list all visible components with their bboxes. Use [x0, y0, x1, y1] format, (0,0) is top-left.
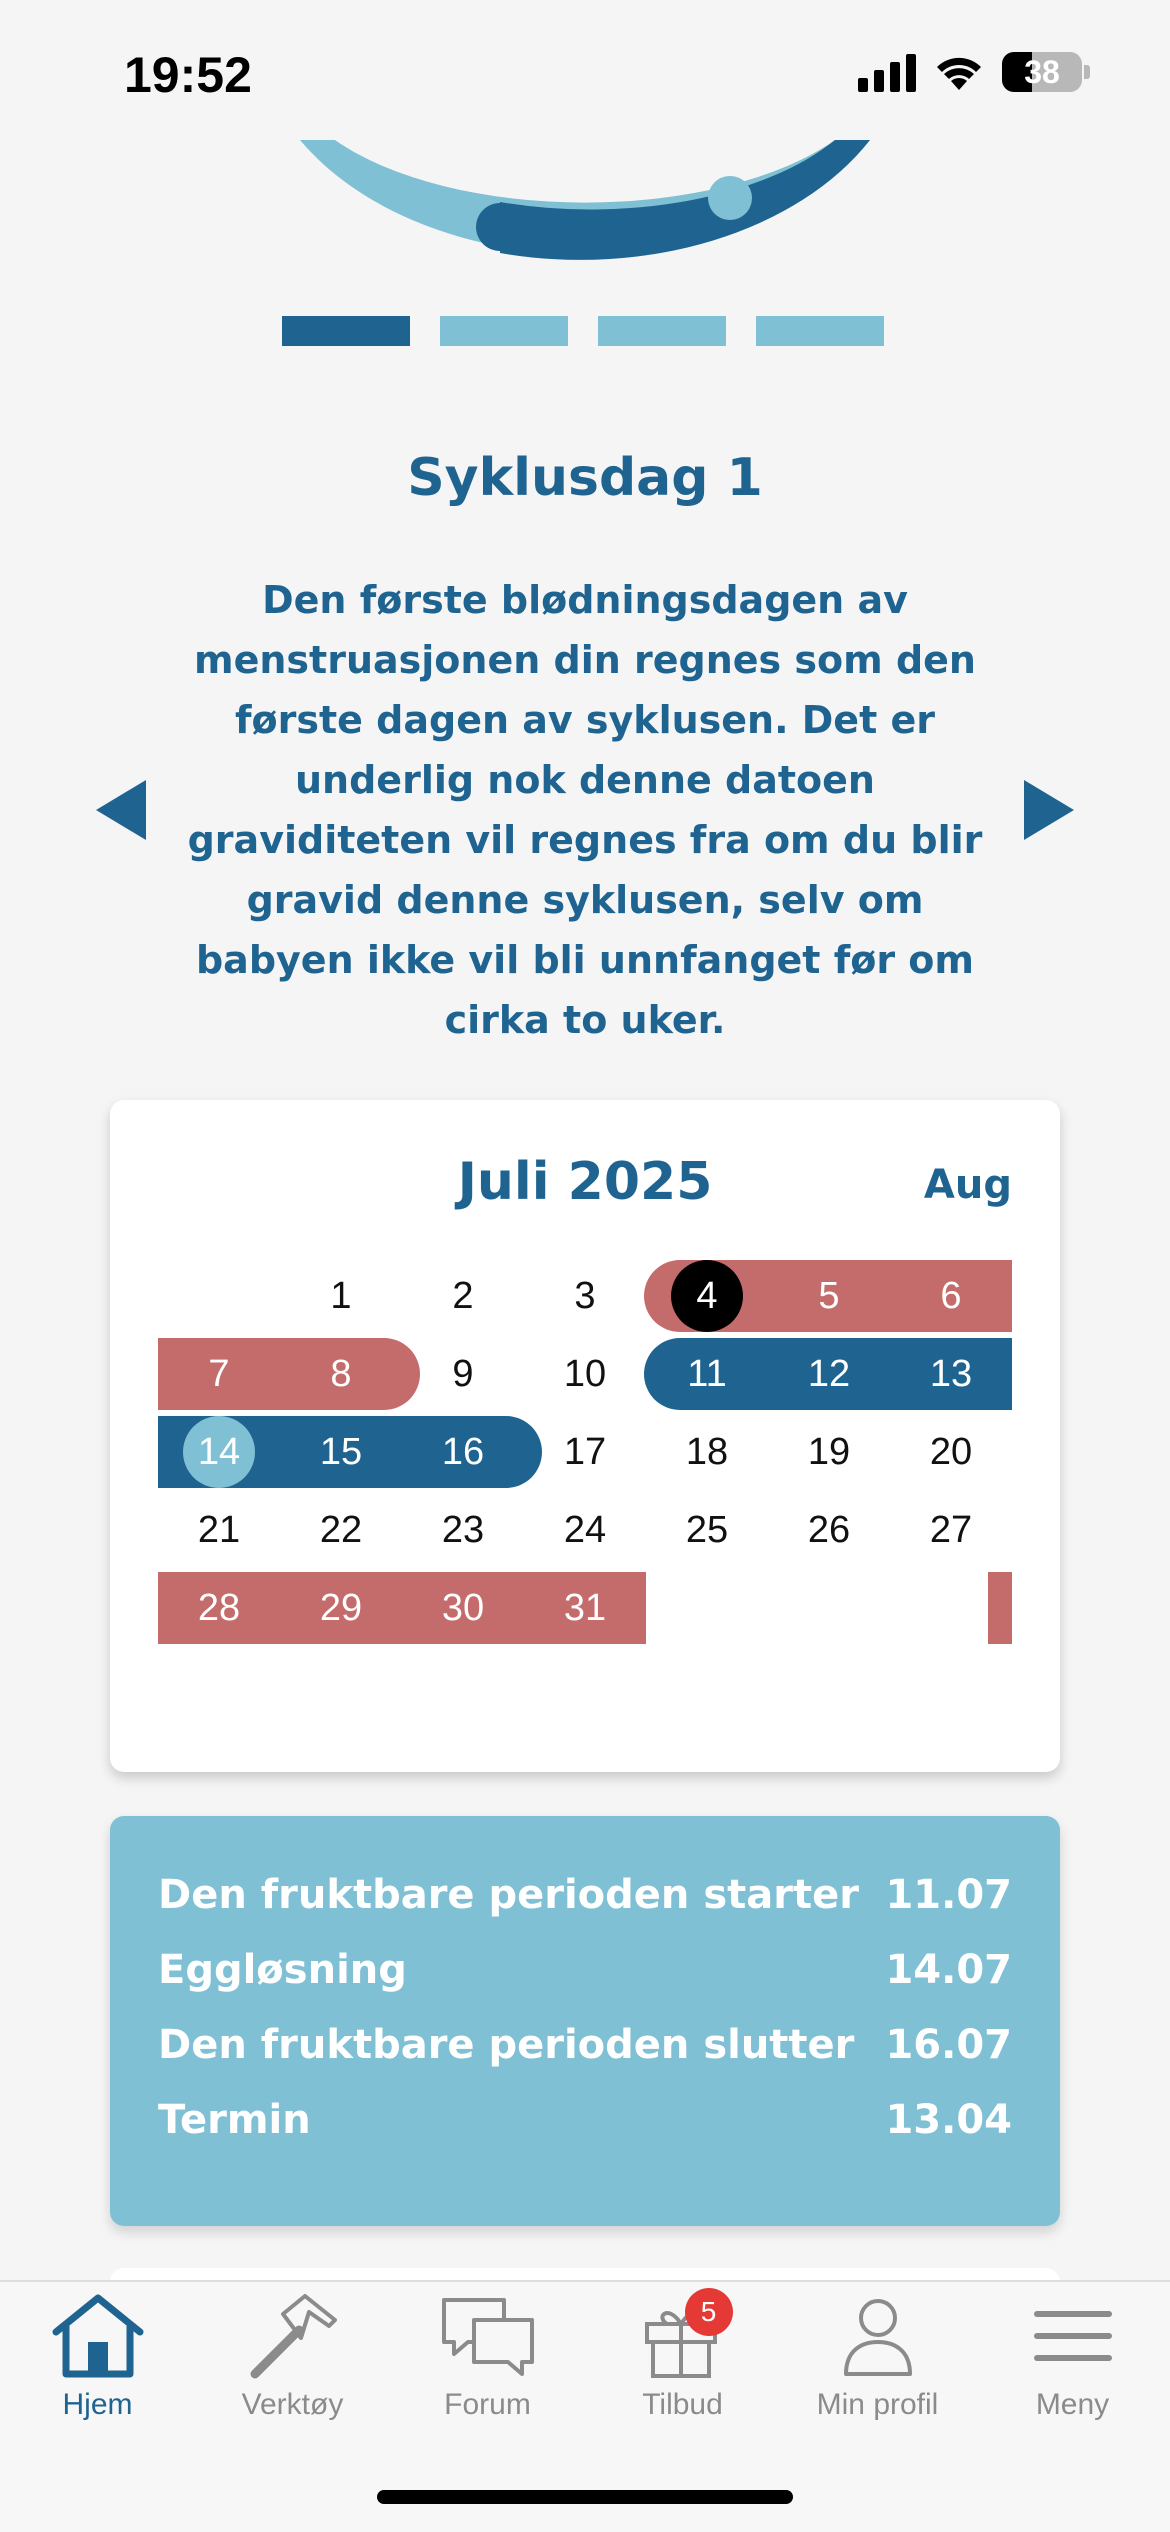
calendar-grid — [158, 1258, 1012, 1648]
tab-profile[interactable] — [780, 2290, 975, 2422]
calendar-day[interactable]: 11 — [687, 1353, 727, 1395]
calendar-day[interactable]: 22 — [319, 1509, 363, 1551]
pager-segment[interactable] — [756, 316, 884, 346]
calendar-day[interactable]: 9 — [452, 1353, 474, 1395]
info-label: Den fruktbare perioden slutter — [158, 2022, 855, 2068]
info-row-ovulation — [158, 1947, 1012, 1993]
tab-label: Min profil — [816, 2388, 939, 2421]
tab-label: Hjem — [62, 2388, 133, 2421]
slide-description: Den første blødningsdagen av menstruasjonen din regnes som den første dagen av syklusen. Det er underlig nok denne datoen graviditeten vil regnes fra om du blir gravid denne syklusen, selv om babyen ikke vil bli unnfanget før om cirka to uker. — [187, 578, 983, 1042]
calendar-day[interactable]: 13 — [929, 1353, 973, 1395]
calendar-day[interactable]: 1 — [330, 1275, 352, 1317]
calendar-day[interactable]: 8 — [330, 1353, 352, 1395]
menu-icon — [1023, 2290, 1123, 2380]
calendar-day-today[interactable] — [646, 1260, 768, 1332]
calendar-day[interactable]: 23 — [441, 1509, 485, 1551]
person-icon — [828, 2290, 928, 2380]
pager-segment[interactable] — [440, 316, 568, 346]
cycle-wheel — [0, 140, 1170, 270]
period-band — [988, 1572, 1012, 1644]
calendar-week — [158, 1492, 1012, 1570]
calendar-card — [110, 1100, 1060, 1772]
tab-label: Verktøy — [241, 2388, 344, 2421]
next-slide-arrow-icon[interactable] — [1024, 780, 1074, 840]
tab-label: Meny — [1035, 2388, 1110, 2421]
tab-home[interactable] — [0, 2290, 195, 2422]
calendar-day[interactable]: 12 — [807, 1353, 851, 1395]
calendar-day[interactable]: 27 — [929, 1509, 973, 1551]
calendar-week — [158, 1414, 1012, 1492]
slide-title: Syklusdag 1 — [407, 448, 763, 508]
wifi-icon — [934, 52, 984, 92]
gift-icon — [633, 2290, 733, 2380]
info-value: 14.07 — [885, 1947, 1012, 1993]
calendar-day — [158, 1260, 280, 1332]
today-marker: 4 — [671, 1260, 743, 1332]
home-indicator[interactable] — [377, 2490, 793, 2504]
calendar-day[interactable]: 25 — [685, 1509, 729, 1551]
calendar-day[interactable]: 31 — [563, 1587, 607, 1629]
calendar-day[interactable]: 6 — [940, 1275, 962, 1317]
pager-segment[interactable] — [598, 316, 726, 346]
tab-forum[interactable] — [390, 2290, 585, 2422]
home-icon — [48, 2290, 148, 2380]
calendar-day[interactable]: 2 — [452, 1275, 474, 1317]
calendar-day[interactable]: 19 — [807, 1431, 851, 1473]
calendar-day[interactable]: 3 — [574, 1275, 596, 1317]
calendar-day[interactable]: 15 — [319, 1431, 363, 1473]
calendar-week — [158, 1336, 1012, 1414]
calendar-day[interactable]: 16 — [441, 1431, 485, 1473]
calendar-day[interactable]: 5 — [818, 1275, 840, 1317]
calendar-week — [158, 1258, 1012, 1336]
calendar-day[interactable]: 28 — [197, 1587, 241, 1629]
info-label: Eggløsning — [158, 1947, 407, 1993]
notification-badge: 5 — [685, 2288, 733, 2336]
info-value: 11.07 — [885, 1872, 1012, 1918]
info-row-fertile-start — [158, 1872, 1012, 1918]
battery-icon — [1002, 52, 1082, 92]
slide-pager — [282, 316, 884, 346]
battery-cap — [1084, 65, 1090, 79]
info-value: 16.07 — [885, 2022, 1012, 2068]
status-icons — [858, 52, 1090, 92]
info-value: 13.04 — [885, 2097, 1012, 2143]
ovulation-marker: 14 — [183, 1416, 255, 1488]
info-row-fertile-end — [158, 2022, 1012, 2068]
info-label: Den fruktbare perioden starter — [158, 1872, 859, 1918]
calendar-day[interactable]: 26 — [807, 1509, 851, 1551]
tab-label: Forum — [444, 2388, 531, 2421]
status-bar — [0, 0, 1170, 140]
tab-tools[interactable] — [195, 2290, 390, 2422]
fertility-info-card — [110, 1816, 1060, 2226]
info-label: Termin — [158, 2097, 311, 2143]
calendar-month-title: Juli 2025 — [457, 1152, 713, 1212]
calendar-week — [158, 1570, 1012, 1648]
cellular-signal-icon — [858, 52, 916, 92]
calendar-day-ovulation[interactable] — [158, 1416, 280, 1488]
calendar-day[interactable]: 10 — [563, 1353, 607, 1395]
calendar-day[interactable]: 18 — [685, 1431, 729, 1473]
calendar-day[interactable]: 21 — [197, 1509, 241, 1551]
previous-slide-arrow-icon[interactable] — [96, 780, 146, 840]
calendar-day[interactable]: 29 — [319, 1587, 363, 1629]
pager-segment[interactable] — [282, 316, 410, 346]
chat-icon — [438, 2290, 538, 2380]
status-time: 19:52 — [124, 47, 252, 103]
next-month-button[interactable]: Aug — [923, 1162, 1012, 1208]
calendar-day[interactable]: 7 — [208, 1353, 230, 1395]
tab-menu[interactable] — [975, 2290, 1170, 2422]
hammer-icon — [243, 2290, 343, 2380]
info-row-due-date — [158, 2097, 1012, 2143]
calendar-day[interactable]: 24 — [563, 1509, 607, 1551]
battery-level: 38 — [1024, 54, 1060, 90]
tab-label: Tilbud — [642, 2388, 723, 2421]
tab-offers[interactable] — [585, 2290, 780, 2422]
calendar-day[interactable]: 20 — [929, 1431, 973, 1473]
calendar-day[interactable]: 30 — [441, 1587, 485, 1629]
calendar-day[interactable]: 17 — [563, 1431, 607, 1473]
